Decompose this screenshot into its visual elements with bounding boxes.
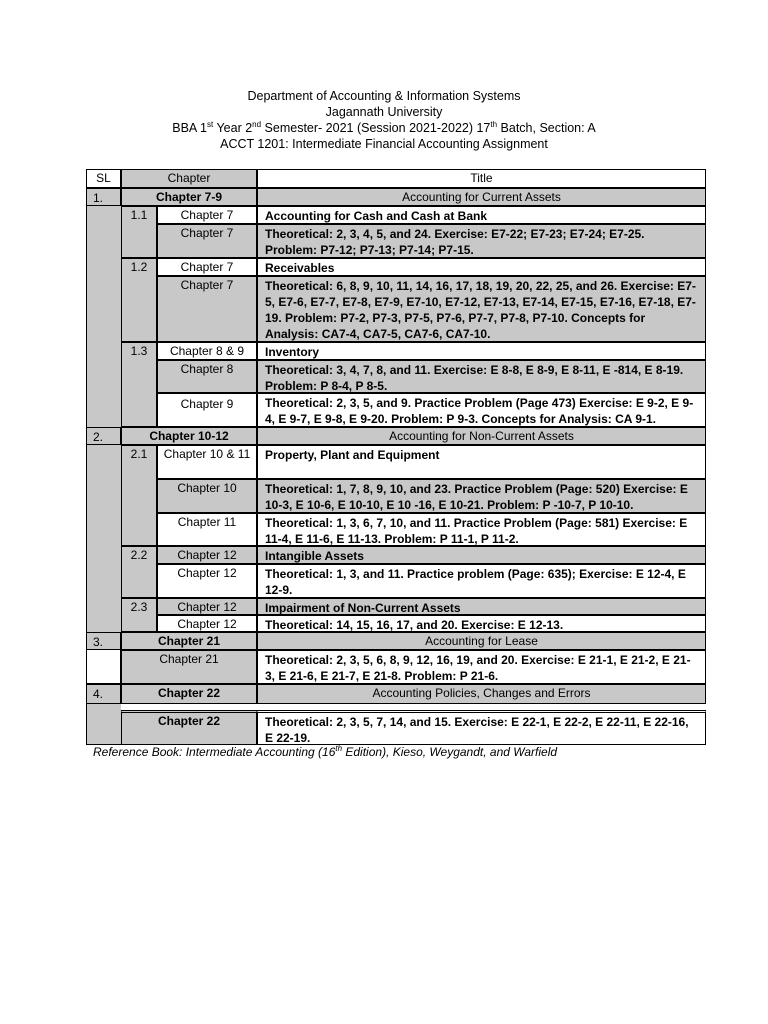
row-1-chapter: Chapter 7: [157, 206, 257, 224]
section-4-sl: 4.: [86, 684, 121, 704]
row-12-chapter: Chapter 12: [157, 564, 257, 598]
batch-text-c: Semester- 2021 (Session 2021-2022) 17: [261, 121, 491, 135]
reference-text-b: Edition), Kieso, Weygandt, and Warfield: [342, 745, 558, 759]
batch-text-a: BBA 1: [172, 121, 207, 135]
header-chapter: Chapter: [121, 169, 257, 188]
row-10-title: Theoretical: 1, 3, 6, 7, 10, and 11. Practice Problem (Page: 581) Exercise: E 11-4, E 11-6, E 11-13. Problem: P 11-1, P 11-2.: [257, 513, 706, 546]
row-2-title: Theoretical: 2, 3, 4, 5, and 24. Exercise: E7-22; E7-23; E7-24; E7-25. Problem: P7-12; P7-13; P7-14; P7-15.: [257, 224, 706, 258]
row-14-title: Theoretical: 14, 15, 16, 17, and 20. Exercise: E 12-13.: [257, 615, 706, 632]
section-2-title: Accounting for Non-Current Assets: [257, 427, 706, 445]
row-15-chapter: Chapter 21: [121, 650, 257, 684]
row-4-chapter: Chapter 7: [157, 276, 257, 342]
section-4-title: Accounting Policies, Changes and Errors: [257, 684, 706, 704]
row-6-chapter: Chapter 8: [157, 360, 257, 393]
row-7-chapter: Chapter 9: [157, 393, 257, 427]
row-3-title: Receivables: [257, 258, 706, 276]
batch-text-d: Batch, Section: A: [497, 121, 596, 135]
row-11-chapter: Chapter 12: [157, 546, 257, 564]
sub-1-2-number: 1.2: [121, 258, 157, 342]
row-11-title: Intangible Assets: [257, 546, 706, 564]
sub-2-1-number: 2.1: [121, 445, 157, 546]
section-3-sl: 3.: [86, 632, 121, 650]
row-16-chapter: Chapter 22: [121, 710, 257, 745]
row-9-chapter: Chapter 10: [157, 479, 257, 513]
reference-text-a: Reference Book: Intermediate Accounting (16: [93, 745, 336, 759]
row-13-chapter: Chapter 12: [157, 598, 257, 615]
sub-1-3-number: 1.3: [121, 342, 157, 427]
row-4-title: Theoretical: 6, 8, 9, 10, 11, 14, 16, 17, 18, 19, 20, 22, 25, and 26. Exercise: E7-5, E7-6, E7-7, E7-8, E7-9, E7-10, E7-12, E7-13, E7-14, E7-15, E7-16, E7-18, E7-19. Problem: P7-2, P7-3, P7-5, P7-6, P7-7, P7-8, P7-10. Concepts for Analysis: CA7-4, CA7-5, CA7-6, CA7-10.: [257, 276, 706, 342]
section-1-title: Accounting for Current Assets: [257, 188, 706, 206]
sub-1-1-number: 1.1: [121, 206, 157, 258]
department-line: Department of Accounting & Information Systems: [247, 89, 521, 103]
batch-sup-3: th: [490, 119, 498, 129]
row-5-chapter: Chapter 8 & 9: [157, 342, 257, 360]
header-sl: SL: [86, 169, 121, 188]
header-title: Title: [257, 169, 706, 188]
section-1-chapter: Chapter 7-9: [121, 188, 257, 206]
reference-note: [93, 745, 557, 759]
batch-text-b: Year 2: [213, 121, 253, 135]
row-1-title: Accounting for Cash and Cash at Bank: [257, 206, 706, 224]
row-3-chapter: Chapter 7: [157, 258, 257, 276]
batch-sup-1: st: [207, 119, 214, 129]
row-15-title: Theoretical: 2, 3, 5, 6, 8, 9, 12, 16, 19, and 20. Exercise: E 21-1, E 21-2, E 21-3, E 21-6, E 21-7, E 21-8. Problem: P 21-6.: [257, 650, 706, 684]
section-3-title: Accounting for Lease: [257, 632, 706, 650]
reference-sup: th: [335, 744, 343, 753]
course-line: ACCT 1201: Intermediate Financial Accounting Assignment: [220, 137, 548, 151]
section-2-sl: 2.: [86, 427, 121, 445]
row-16-title: Theoretical: 2, 3, 5, 7, 14, and 15. Exercise: E 22-1, E 22-2, E 22-11, E 22-16, E 22-19.: [257, 710, 706, 745]
row-13-title: Impairment of Non-Current Assets: [257, 598, 706, 615]
university-line: Jagannath University: [325, 105, 443, 119]
row-6-title: Theoretical: 3, 4, 7, 8, and 11. Exercise: E 8-8, E 8-9, E 8-11, E -814, E 8-19. Problem: P 8-4, P 8-5.: [257, 360, 706, 393]
sub-2-3-number: 2.3: [121, 598, 157, 632]
row-10-chapter: Chapter 11: [157, 513, 257, 546]
section-1-sl: 1.: [86, 188, 121, 206]
sub-2-2-number: 2.2: [121, 546, 157, 598]
row-8-chapter: Chapter 10 & 11: [157, 445, 257, 479]
row-8-title: Property, Plant and Equipment: [257, 445, 706, 479]
batch-line: [0, 120, 768, 136]
assignment-table: [86, 169, 706, 745]
sl-column-1: [86, 188, 121, 427]
sl-column-2: [86, 427, 121, 632]
row-5-title: Inventory: [257, 342, 706, 360]
document-header: [0, 88, 768, 152]
section-3-chapter: Chapter 21: [121, 632, 257, 650]
section-4-chapter: Chapter 22: [121, 684, 257, 704]
row-9-title: Theoretical: 1, 7, 8, 9, 10, and 23. Practice Problem (Page: 520) Exercise: E 10-3, E 10-6, E 10-10, E 10 -16, E 10-21. Problem: P -10-7, P 10-10.: [257, 479, 706, 513]
section-2-chapter: Chapter 10-12: [121, 427, 257, 445]
row-12-title: Theoretical: 1, 3, and 11. Practice problem (Page: 635); Exercise: E 12-4, E 12-9.: [257, 564, 706, 598]
row-2-chapter: Chapter 7: [157, 224, 257, 258]
batch-sup-2: nd: [252, 119, 262, 129]
row-14-chapter: Chapter 12: [157, 615, 257, 632]
row-7-title: Theoretical: 2, 3, 5, and 9. Practice Problem (Page 473) Exercise: E 9-2, E 9-4, E 9-7, E 9-8, E 9-20. Problem: P 9-3. Concepts for Analysis: CA 9-1.: [257, 393, 706, 427]
